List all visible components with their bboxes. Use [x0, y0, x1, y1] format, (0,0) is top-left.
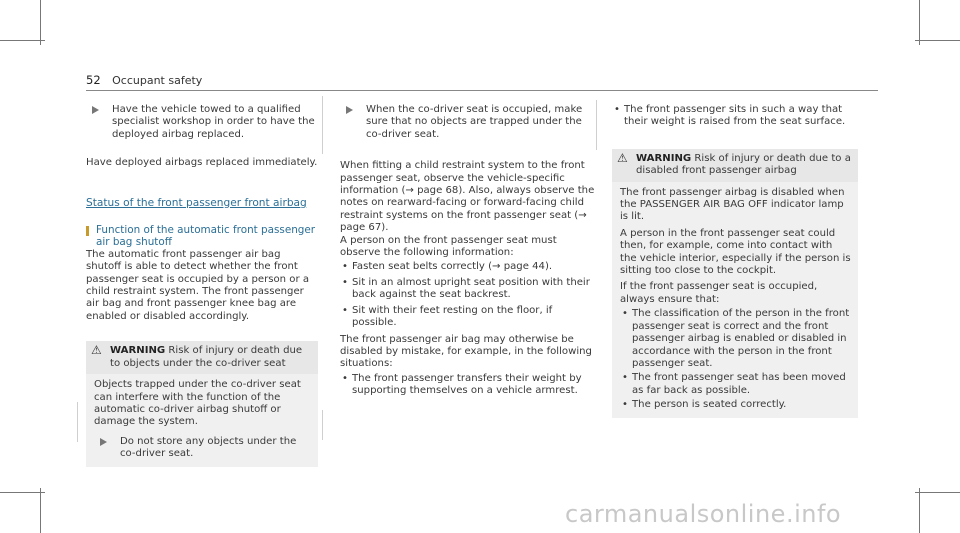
warning-title: Risk of injury or death due to a disabled front passenger airbag	[636, 152, 851, 177]
list-item: • Sit in an almost upright seat position with their back against the seat backrest.	[340, 277, 598, 302]
column-3	[612, 104, 858, 418]
crop-mark	[0, 40, 45, 41]
page-header	[86, 73, 202, 87]
crop-mark	[0, 492, 45, 493]
instruction-step	[340, 104, 598, 141]
column-2	[340, 104, 598, 398]
warning-text: A person in the front passenger seat could then, for example, come into contact with the vehicle interior, especially if the person is sitting too close to the cockpit.	[620, 227, 851, 277]
step-text: When the co-driver seat is occupied, make sure that no objects are trapped under the co-driver seat.	[366, 104, 583, 140]
warning-text: If the front passenger seat is occupied, always ensure that:	[620, 281, 818, 305]
list-item: • Sit with their feet resting on the floor, if possible.	[340, 305, 598, 330]
warning-text: Objects trapped under the co-driver seat can interfere with the function of the automatic co-driver airbag shutoff or damage the system.	[94, 379, 301, 428]
warning-header	[86, 341, 318, 374]
bullet-list	[620, 308, 852, 411]
warning-box	[86, 341, 318, 466]
warning-header	[612, 149, 858, 182]
crop-mark	[915, 40, 960, 41]
column-divider	[596, 100, 597, 150]
step-sidebar	[322, 96, 323, 154]
warning-body	[86, 374, 318, 466]
list-item: • The front passenger seat has been moved as far back as possible.	[620, 372, 852, 397]
list-item: • The front passenger transfers their weight by supporting themselves on a vehicle armrest.	[340, 373, 598, 398]
crop-mark	[40, 488, 41, 533]
instruction-step	[94, 436, 312, 461]
warning-triangle-icon: ⚠	[617, 150, 628, 165]
crop-mark	[915, 492, 960, 493]
warning-body	[612, 182, 858, 418]
bullet-list	[340, 261, 598, 329]
list-item: • The person is seated correctly.	[620, 399, 852, 411]
list-item: • The front passenger sits in such a way that their weight is raised from the seat surface.	[612, 104, 858, 129]
warning-text: The front passenger airbag is disabled when the PASSENGER AIR BAG OFF indicator lamp is lit.	[620, 186, 845, 223]
warning-label: WARNING	[636, 152, 692, 164]
crop-mark	[919, 0, 920, 45]
column-1	[86, 104, 318, 467]
step-text: Have the vehicle towed to a qualified specialist workshop in order to have the deployed airbag replaced.	[112, 104, 315, 140]
crop-mark	[40, 0, 41, 45]
paragraph: The automatic front passenger air bag shutoff is able to detect whether the front passenger seat is occupied by a person or a child restraint system. The front passenger air bag and front passenger knee bag are enabled or disabled accordingly.	[86, 248, 310, 322]
instruction-step	[86, 104, 318, 141]
subsection-heading: Function of the automatic front passenger air bag shutoff	[86, 224, 318, 249]
warning-box	[612, 149, 858, 418]
step-arrow-icon	[346, 106, 353, 114]
bullet-list	[340, 373, 598, 398]
column-divider	[322, 410, 323, 440]
step-arrow-icon	[100, 438, 107, 446]
list-item: • Fasten seat belts correctly (→ page 44).	[340, 261, 598, 273]
paragraph: A person on the front passenger seat must observe the following information:	[340, 234, 557, 259]
section-title: Occupant safety	[112, 74, 203, 87]
heading-bar	[86, 226, 89, 236]
crop-mark	[919, 488, 920, 533]
warning-title: Risk of injury or death due to objects under the co-driver seat	[110, 345, 303, 369]
section-heading: Status of the front passenger front airbag	[86, 196, 307, 209]
warning-label: WARNING	[110, 345, 166, 357]
list-item: • The classification of the person in the front passenger seat is correct and the front passenger airbag is enabled or disabled in accordance with the person in the front passenger seat.	[620, 308, 852, 370]
page-number: 52	[86, 73, 101, 87]
step-arrow-icon	[92, 106, 99, 114]
bullet-list	[612, 104, 858, 129]
warning-triangle-icon: ⚠	[91, 343, 102, 358]
paragraph: The front passenger air bag may otherwise be disabled by mistake, for example, in the following situations:	[340, 333, 592, 370]
paragraph: When fitting a child restraint system to the front passenger seat, observe the vehicle-specific information (→ page 68). Also, always observe the notes on rearward-facing or forward-facing child restraint systems on the front passenger seat (→ page 67).	[340, 160, 595, 234]
watermark: carmanualsonline.info	[565, 500, 842, 528]
paragraph: Have deployed airbags replaced immediately.	[86, 157, 318, 169]
step-text: Do not store any objects under the co-driver seat.	[120, 435, 297, 460]
header-rule	[86, 90, 878, 91]
column-divider	[77, 402, 78, 442]
